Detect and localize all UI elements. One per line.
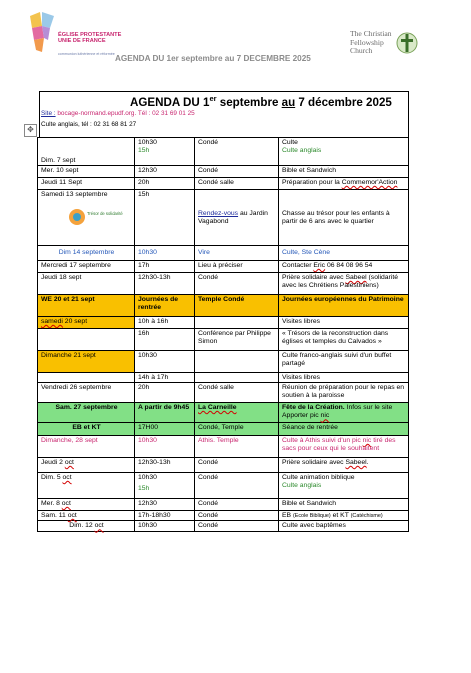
- tresor-logo-label: Trésor de solidarité: [87, 211, 123, 217]
- row-event: [279, 138, 409, 166]
- date-text: 20 sept: [62, 318, 88, 325]
- event-small-note-2: (Catéchisme): [350, 513, 383, 520]
- event-line-2: Apporter pic: [282, 412, 321, 420]
- agenda-box-title: [130, 94, 392, 109]
- event-line-2: Culte anglais: [282, 482, 322, 490]
- row-place: [195, 373, 279, 383]
- table-row: [38, 261, 409, 273]
- row-time: 10h30: [135, 351, 195, 373]
- row-event: [279, 403, 409, 423]
- table-row: [38, 246, 409, 261]
- event-misspelled-word: Sabeel: [345, 274, 367, 281]
- event-phone: 06 84 08 96 54: [325, 262, 373, 269]
- row-event: Bible et Sandwich: [279, 166, 409, 178]
- row-event: Culte franco-anglais suivi d'un buffet partagé: [279, 351, 409, 373]
- table-row: [38, 373, 409, 383]
- page-header: [0, 0, 471, 70]
- row-event: [279, 178, 409, 190]
- row-place: [195, 403, 279, 423]
- title-part-3: 7 décembre 2025: [295, 95, 392, 109]
- row-place: Condé: [195, 166, 279, 178]
- date-text: Jeudi 2: [41, 459, 65, 467]
- row-date: [38, 521, 135, 531]
- row-event: Culte, Ste Cène: [279, 246, 409, 261]
- cfc-cross-icon: [396, 30, 418, 56]
- event-misspelled-word: Eric: [313, 262, 326, 269]
- row-event: [279, 511, 409, 521]
- event-text-end: .: [366, 459, 369, 467]
- row-time: 10h à 16h: [135, 317, 195, 329]
- event-text-end: (solidarité avec les Chrétiens Palestiniens): [282, 274, 398, 290]
- cfc-logo-text: The Christian Fellowship Church: [350, 29, 392, 56]
- time-line-2: 15h: [138, 147, 150, 155]
- table-row: [38, 295, 409, 317]
- row-place: [195, 190, 279, 246]
- table-row: [38, 521, 409, 531]
- row-place: Vire: [195, 246, 279, 261]
- event-line-1: Culte animation biblique: [282, 474, 355, 482]
- row-date: [38, 317, 135, 329]
- date-misspelled-word: oct: [94, 522, 104, 530]
- row-date: Mercredi 17 septembre: [38, 261, 135, 273]
- date-misspelled-word: oct: [62, 474, 72, 482]
- row-date: WE 20 et 21 sept: [38, 295, 135, 317]
- row-date: EB et KT: [38, 423, 135, 436]
- row-place: Lieu à préciser: [195, 261, 279, 273]
- table-row: [38, 499, 409, 511]
- table-row: [38, 383, 409, 403]
- date-misspelled-word: oct: [61, 500, 71, 508]
- row-event: [279, 261, 409, 273]
- event-misspelled-word: nic: [320, 412, 330, 420]
- row-time: 10h30: [135, 521, 195, 531]
- row-time: 17h: [135, 261, 195, 273]
- row-event: Visites libres: [279, 317, 409, 329]
- culte-anglais-info: Culte anglais, tél : 02 31 68 81 27: [41, 121, 137, 128]
- row-date: Jeudi 11 Sept: [38, 178, 135, 190]
- row-event: [279, 458, 409, 473]
- event-line-1: Culte: [282, 139, 298, 146]
- time-line-1: 10h30: [138, 474, 157, 482]
- event-text: Prière solidaire avec: [282, 274, 346, 281]
- row-event: Culte avec baptêmes: [279, 521, 409, 531]
- table-row: [38, 317, 409, 329]
- row-date: Dimanche 21 sept: [38, 351, 135, 373]
- place-misspelled-word: La Carneille: [198, 404, 237, 412]
- table-row: [38, 423, 409, 436]
- row-time: Journées de rentrée: [135, 295, 195, 317]
- date-text: Dim. 5: [41, 474, 63, 482]
- row-place: Condé: [195, 273, 279, 295]
- event-line-2: Culte anglais: [282, 147, 322, 155]
- row-date: [38, 511, 135, 521]
- row-event: Réunion de préparation pour le repas en soutien à la paroisse: [279, 383, 409, 403]
- row-event: [279, 473, 409, 499]
- row-date: [38, 473, 135, 499]
- place-text: au Jardin Vagabond: [198, 209, 268, 225]
- row-place: Condé: [195, 511, 279, 521]
- row-event: Bible et Sandwich: [279, 499, 409, 511]
- site-label-link[interactable]: Site :: [41, 110, 56, 117]
- row-date: [38, 499, 135, 511]
- date-text: Sam. 11: [41, 512, 68, 520]
- epudf-logo-subtitle: communion luthérienne et réformée: [58, 52, 115, 56]
- row-date: Jeudi 18 sept: [38, 273, 135, 295]
- event-text: Préparation pour la: [282, 179, 342, 186]
- event-misspelled-word: nic: [362, 437, 372, 445]
- row-date: [38, 373, 135, 383]
- title-part-2: septembre: [216, 95, 282, 109]
- epudf-cross-icon: [26, 12, 56, 52]
- table-row: [38, 436, 409, 458]
- row-time: 10h30: [135, 246, 195, 261]
- row-place: Athis. Temple: [195, 436, 279, 458]
- table-row: [38, 458, 409, 473]
- table-row: [38, 166, 409, 178]
- row-time: 20h: [135, 178, 195, 190]
- row-time: 12h30-13h: [135, 273, 195, 295]
- row-date: Dim 14 septembre: [38, 246, 135, 261]
- event-text-mid: et KT: [330, 512, 351, 520]
- site-contact: bocage-normand.epudf.org. Tél : 02 31 69 01 25: [55, 110, 195, 117]
- row-time: 12h30: [135, 499, 195, 511]
- row-time: 16h: [135, 329, 195, 351]
- title-au: au: [281, 95, 296, 109]
- row-place: [195, 351, 279, 373]
- row-date: Sam. 27 septembre: [38, 403, 135, 423]
- table-row: [38, 273, 409, 295]
- row-place: Condé salle: [195, 178, 279, 190]
- row-event: Journées européennes du Patrimoine: [279, 295, 409, 317]
- date-text: Mer. 8: [41, 500, 62, 508]
- table-move-handle-icon[interactable]: ✥: [24, 124, 37, 137]
- row-date: [38, 329, 135, 351]
- table-row: [38, 351, 409, 373]
- place-underlined: Rendez-vous: [198, 209, 239, 217]
- event-misspelled-word: Sabeel: [345, 459, 367, 467]
- row-date: [38, 458, 135, 473]
- row-place: Condé, Temple: [195, 423, 279, 436]
- row-time: 12h30-13h: [135, 458, 195, 473]
- row-place: Condé: [195, 458, 279, 473]
- cfc-logo: [346, 30, 424, 62]
- table-row: [38, 329, 409, 351]
- event-text: Infos sur le site: [344, 404, 393, 412]
- row-place: Condé: [195, 138, 279, 166]
- date-misspelled-word: oct: [67, 512, 77, 520]
- table-row: [38, 403, 409, 423]
- time-line-2: 15h: [138, 485, 150, 493]
- row-place: Conférence par Philippe Simon: [195, 329, 279, 351]
- date-text: Dim. 12: [69, 522, 95, 530]
- row-time: 12h30: [135, 166, 195, 178]
- row-place: Condé salle: [195, 383, 279, 403]
- row-place: Condé: [195, 521, 279, 531]
- row-time: 17h-18h30: [135, 511, 195, 521]
- epudf-logo-text: ÉGLISE PROTESTANTE UNIE DE FRANCE: [58, 32, 122, 45]
- event-text: Prière solidaire avec: [282, 459, 346, 467]
- event-text: EB: [282, 512, 293, 520]
- row-event: Visites libres: [279, 373, 409, 383]
- agenda-table: [37, 137, 409, 532]
- row-time: A partir de 9h45: [135, 403, 195, 423]
- table-row: [38, 511, 409, 521]
- event-text-end: tiré des sacs pour ceux qui le souhaitent: [282, 437, 396, 453]
- row-time: 20h: [135, 383, 195, 403]
- title-sup: er: [209, 94, 217, 103]
- row-time: 14h à 17h: [135, 373, 195, 383]
- time-line-1: 10h30: [138, 139, 157, 146]
- row-time: 15h: [135, 190, 195, 246]
- site-info[interactable]: [41, 110, 195, 117]
- row-date: Mer. 10 sept: [38, 166, 135, 178]
- event-text: Contacter: [282, 262, 314, 269]
- row-time: 10h30: [135, 436, 195, 458]
- table-row: [38, 473, 409, 499]
- event-misspelled-word: Commemor'Action: [341, 179, 398, 186]
- title-part-1: AGENDA DU 1: [130, 95, 210, 109]
- date-text: Samedi 13 septembre: [41, 191, 108, 198]
- row-place: Temple Condé: [195, 295, 279, 317]
- page-title: [115, 54, 311, 63]
- row-event: « Trésors de la reconstruction dans églises et temples du Calvados »: [279, 329, 409, 351]
- row-time: [135, 138, 195, 166]
- row-date: [38, 190, 135, 246]
- row-event: [279, 436, 409, 458]
- date-misspelled-word: samedi: [41, 318, 63, 325]
- event-text: Culte à Athis suivi d'un pic: [282, 437, 363, 445]
- row-event: Séance de rentrée: [279, 423, 409, 436]
- date-misspelled-word: oct: [64, 459, 74, 467]
- row-date: Dimanche, 28 sept: [38, 436, 135, 458]
- row-place: Condé: [195, 499, 279, 511]
- page-title-text: AGENDA DU 1er septembre au 7 DECEMBRE 2025: [115, 54, 311, 63]
- row-date: Vendredi 26 septembre: [38, 383, 135, 403]
- table-row: [38, 138, 409, 166]
- table-row: [38, 190, 409, 246]
- tresor-solidarite-logo-icon: [67, 206, 123, 228]
- row-time: [135, 473, 195, 499]
- row-event: [279, 273, 409, 295]
- row-place: [195, 317, 279, 329]
- row-event: Chasse au trésor pour les enfants à partir de 6 ans avec le quartier: [279, 190, 409, 246]
- row-time: 17H00: [135, 423, 195, 436]
- event-small-note-1: (Ecole Biblique): [292, 513, 331, 520]
- table-row: [38, 178, 409, 190]
- event-bold: Fête de la Création.: [282, 404, 345, 412]
- row-place: Condé: [195, 473, 279, 499]
- row-date: Dim. 7 sept: [38, 138, 135, 166]
